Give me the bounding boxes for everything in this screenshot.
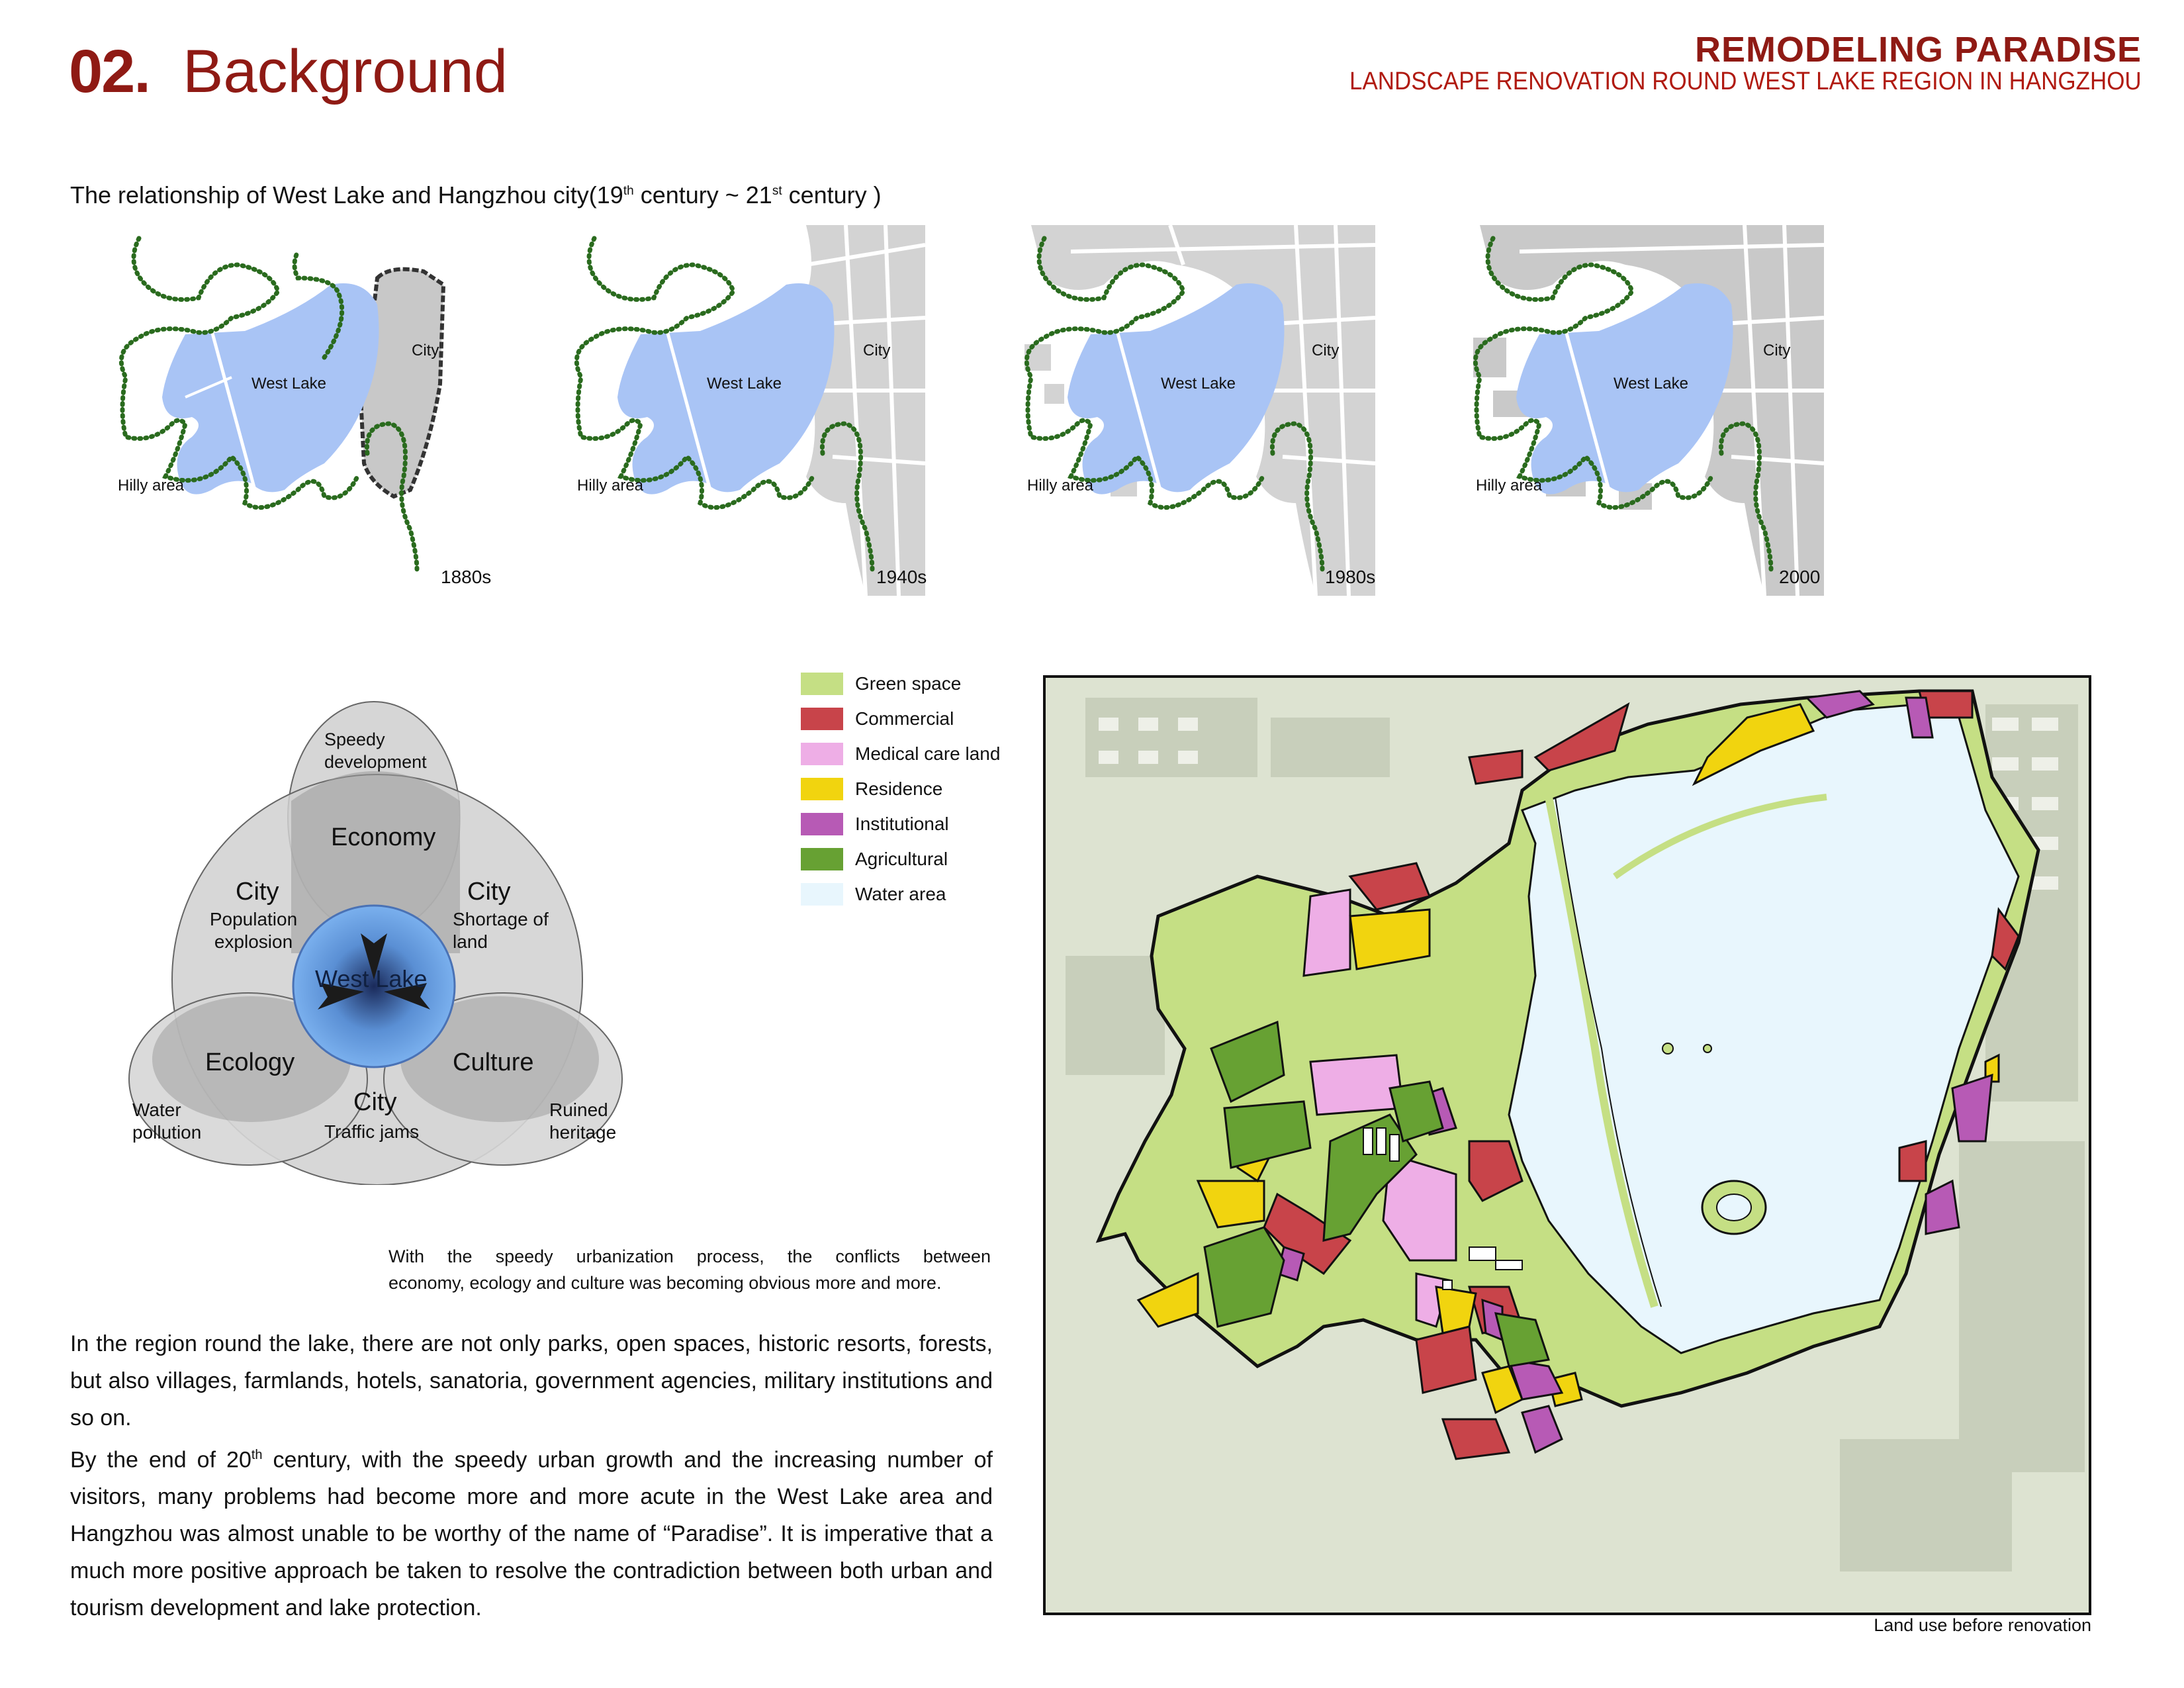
venn-city-right-label: City: [467, 878, 511, 906]
map-1880s-city-label: City: [412, 342, 439, 359]
body-paragraph-1: In the region round the lake, there are not only parks, open spaces, historic resorts, forests, but also villages, farmlands, hotels, sanatoria, government agencies, military institutions and so on.: [70, 1331, 993, 1430]
section-title: Background: [183, 38, 508, 105]
map-1940s-year: 1940s: [876, 567, 927, 587]
venn-city-bottom-label: City: [353, 1088, 397, 1116]
venn-culture-label: Culture: [453, 1049, 534, 1076]
map-1940s-lake-label: West Lake: [707, 375, 782, 393]
venn-city-right-note: Shortage of land: [453, 909, 549, 952]
venn-left-outer-label: Water pollution: [132, 1100, 202, 1143]
project-title: REMODELING PARADISE: [1694, 30, 2142, 70]
legend-swatch: [801, 743, 843, 765]
map-2000-year: 2000: [1779, 567, 1821, 587]
map-2000-city-label: City: [1763, 342, 1791, 359]
legend-swatch: [801, 708, 843, 730]
legend-swatch: [801, 778, 843, 800]
timeline-maps: [0, 0, 2184, 596]
map-1880s-lake-label: West Lake: [251, 375, 326, 393]
land-use-map-graphic: [1046, 678, 2089, 1613]
venn-economy-label: Economy: [331, 823, 436, 851]
map-1980s-year: 1980s: [1325, 567, 1376, 587]
body-text: [70, 1325, 993, 1626]
project-subtitle: LANDSCAPE RENOVATION ROUND WEST LAKE REGION IN HANGZHOU: [1349, 68, 2142, 95]
venn-right-outer-label: Ruined heritage: [549, 1100, 617, 1143]
venn-center-label: West Lake: [315, 965, 428, 992]
venn-ecology-label: Ecology: [205, 1049, 295, 1076]
venn-city-left-note: Population explosion: [209, 909, 298, 952]
land-use-map-caption: Land use before renovation: [1874, 1615, 2091, 1635]
venn-caption: With the speedy urbanization process, the conflicts between economy, ecology and culture was becoming obvious more and more.: [388, 1246, 991, 1293]
map-1980s-graphic: [1005, 225, 1415, 596]
map-1980s-city-label: City: [1312, 342, 1340, 359]
map-1880s-graphic: [99, 225, 510, 596]
legend-swatch: [801, 813, 843, 835]
body-paragraph-2: By the end of 20th century, with the speedy urban growth and the increasing number of visitors, many problems had become more and more acute in the West Lake area and Hangzhou was almost unable to be worthy of the name of “Paradise”. It is imperative that a much more positive approach be taken to resolve the contradiction between both urban and tourism development and lake protection.: [70, 1447, 993, 1621]
legend-swatch: [801, 673, 843, 695]
map-1940s-graphic: [555, 225, 965, 596]
legend-swatch: [801, 883, 843, 906]
venn-city-bottom-note: Traffic jams: [324, 1121, 420, 1142]
land-use-map: [1043, 675, 2091, 1615]
map-1980s-lake-label: West Lake: [1161, 375, 1236, 393]
section-number: 02.: [69, 38, 150, 105]
map-1880s-year: 1880s: [441, 567, 492, 587]
venn-city-left-label: City: [236, 878, 279, 906]
map-1940s-city-label: City: [863, 342, 891, 359]
map-2000-graphic: [1453, 225, 1864, 596]
map-2000-lake-label: West Lake: [1614, 375, 1688, 393]
venn-top-outer-label: Speedy development: [324, 729, 427, 772]
map-1980s-hill-label: Hilly area: [1027, 477, 1094, 494]
map-1940s-hill-label: Hilly area: [577, 477, 644, 494]
legend-swatch: [801, 848, 843, 870]
timeline-title: The relationship of West Lake and Hangzhou city(19th century ~ 21st century ): [70, 181, 882, 209]
map-2000-hill-label: Hilly area: [1476, 477, 1543, 494]
map-1880s-hill-label: Hilly area: [118, 477, 185, 494]
